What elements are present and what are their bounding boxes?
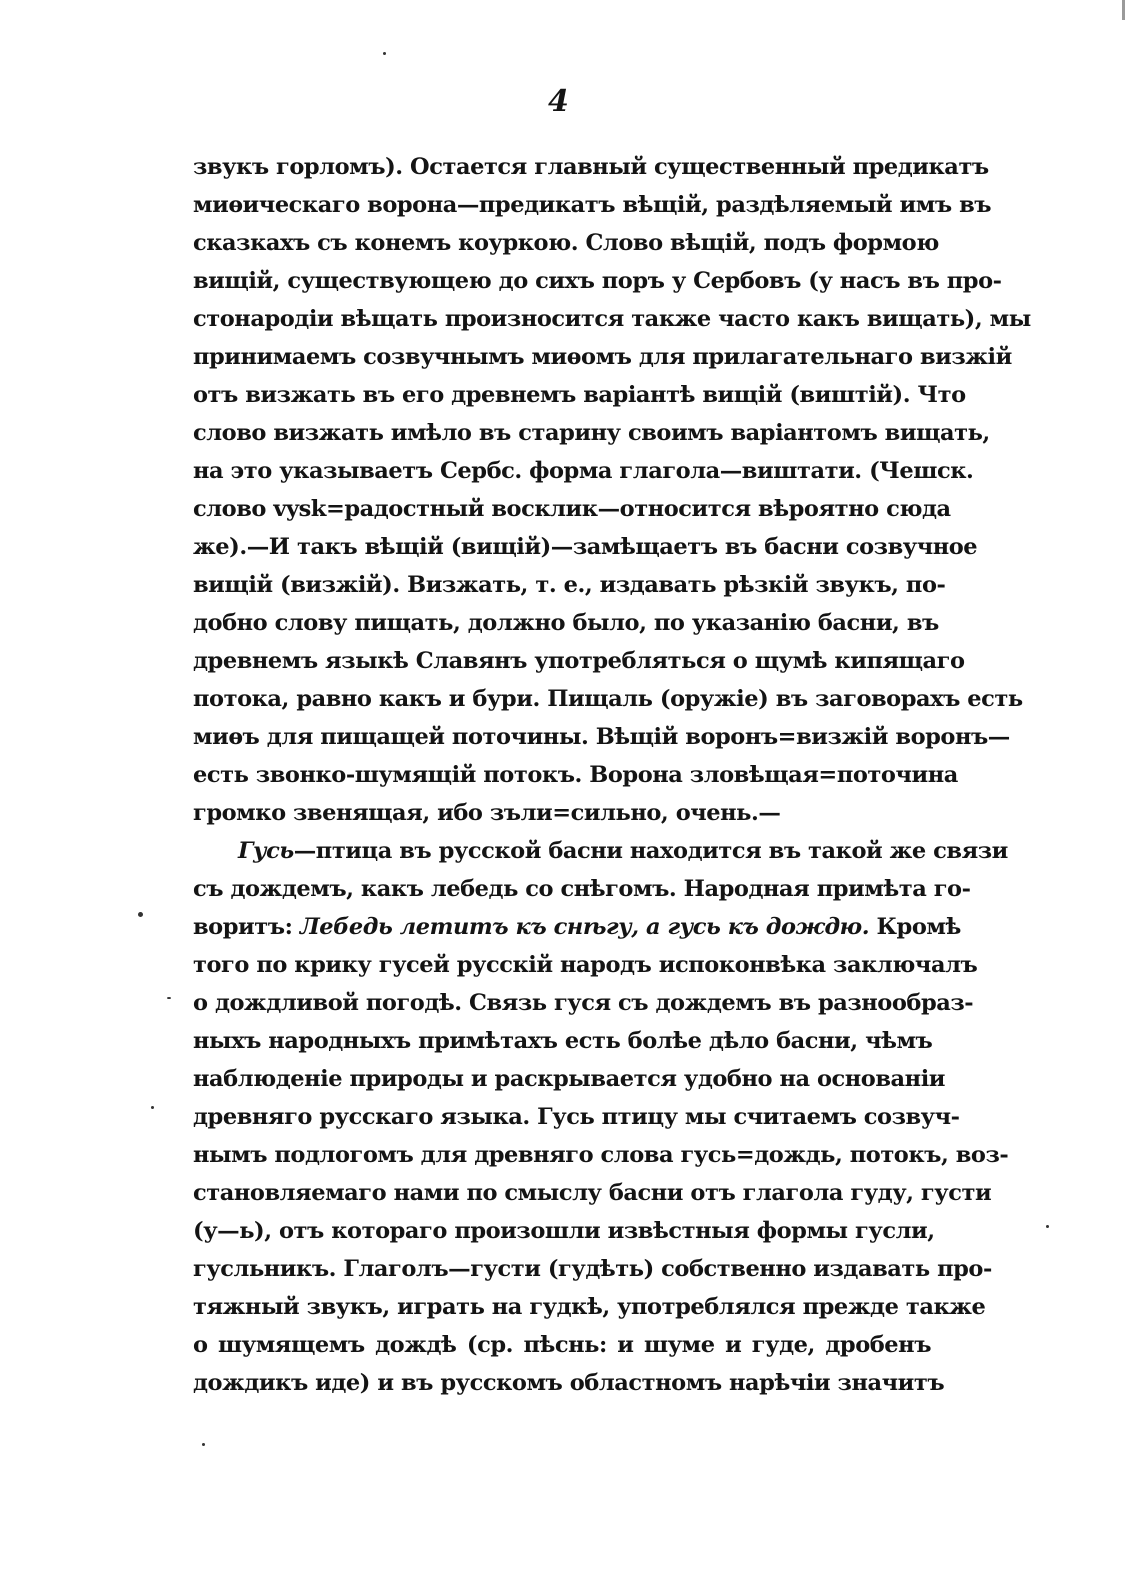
text-line: того по крику гусей русскій народъ испоконвѣка заключалъ: [193, 952, 978, 978]
text-line: стонародіи вѣщать произносится также часто какъ вищать), мы: [193, 306, 1031, 332]
text-line: тяжный звукъ, играть на гудкѣ, употреблялся прежде также: [193, 1294, 986, 1320]
text-line: же).—И такъ вѣщій (вищій)—замѣщаетъ въ басни созвучное: [193, 534, 978, 560]
text-line: слово vysk=радостный восклик—относится вѣроятно сюда: [193, 496, 951, 522]
text-line: [238, 832, 1008, 870]
text-line: вищій (визжій). Визжать, т. е., издавать рѣзкій звукъ, по-: [193, 572, 946, 598]
text-line: громко звенящая, ибо зъли=сильно, очень.—: [193, 800, 781, 826]
text-line: [193, 908, 961, 946]
text-line: звукъ горломъ). Остается главный существенный предикатъ: [193, 154, 989, 180]
text-line: миѳъ для пищащей поточины. Вѣщій воронъ=визжій воронъ—: [193, 724, 1010, 750]
text-line: сказкахъ съ конемъ коуркою. Слово вѣщій, подъ формою: [193, 230, 939, 256]
text-line: есть звонко-шумящій потокъ. Ворона зловѣщая=поточина: [193, 762, 958, 788]
text-line: слово визжать имѣло въ старину своимъ варіантомъ вищать,: [193, 420, 990, 446]
margin-speck: [202, 1443, 205, 1446]
text-line: съ дождемъ, какъ лебедь со снѣгомъ. Народная примѣта го-: [193, 876, 971, 902]
text-line: древнемъ языкѣ Славянъ употребляться о щумѣ кипящаго: [193, 648, 965, 674]
text-line: на это указываетъ Сербс. форма глагола—виштати. (Чешск.: [193, 458, 974, 484]
text-line: миѳическаго ворона—предикатъ вѣщій, раздѣляемый имъ въ: [193, 192, 992, 218]
margin-speck: [167, 997, 171, 999]
text-line: становляемаго нами по смыслу басни отъ глагола гуду, густи: [193, 1180, 992, 1206]
text-span: воритъ:: [193, 914, 300, 940]
text-line: потока, равно какъ и бури. Пищаль (оружіе) въ заговорахъ есть: [193, 686, 1023, 712]
margin-speck: [1046, 1225, 1049, 1228]
page-number: 4: [548, 84, 569, 119]
italic-term: Гусь: [238, 838, 294, 864]
text-line: дождикъ иде) и въ русскомъ областномъ нарѣчіи значитъ: [193, 1370, 945, 1396]
margin-speck: [138, 912, 143, 917]
margin-speck: [383, 52, 386, 55]
text-line: нымъ подлогомъ для древняго слова гусь=дождь, потокъ, воз-: [193, 1142, 1009, 1168]
text-line: принимаемъ созвучнымъ миѳомъ для прилагательнаго визжій: [193, 344, 1012, 370]
text-line: наблюденіе природы и раскрывается удобно на основаніи: [193, 1066, 946, 1092]
text-line: о шумящемъ дождѣ (ср. пѣснь: и шуме и гуде, дробенъ: [193, 1332, 931, 1358]
text-line: вищій, существующею до сихъ поръ у Сербовъ (у насъ въ про-: [193, 268, 1002, 294]
text-line: гусльникъ. Глаголъ—густи (гудѣть) собственно издавать про-: [193, 1256, 992, 1282]
text-line: о дождливой погодѣ. Связь гуся съ дождемъ въ разнообраз-: [193, 990, 974, 1016]
italic-quote: Лебедь летитъ къ снѣгу, а гусь къ дождю.: [299, 914, 870, 940]
text-line: добно слову пищать, должно было, по указанію басни, въ: [193, 610, 939, 636]
text-line: (у—ь), отъ котораго произошли извѣстныя формы гусли,: [193, 1218, 935, 1244]
margin-speck: [151, 1106, 154, 1109]
text-line: ныхъ народныхъ примѣтахъ есть болѣе дѣло басни, чѣмъ: [193, 1028, 933, 1054]
text-line: древняго русскаго языка. Гусь птицу мы считаемъ созвуч-: [193, 1104, 960, 1130]
text-span: Кромѣ: [869, 914, 961, 940]
text-span: —птица въ русской басни находится въ такой же связи: [293, 838, 1008, 864]
page-edge-rule: [1122, 0, 1125, 20]
text-line: отъ визжать въ его древнемъ варіантѣ вищій (виштій). Что: [193, 382, 966, 408]
